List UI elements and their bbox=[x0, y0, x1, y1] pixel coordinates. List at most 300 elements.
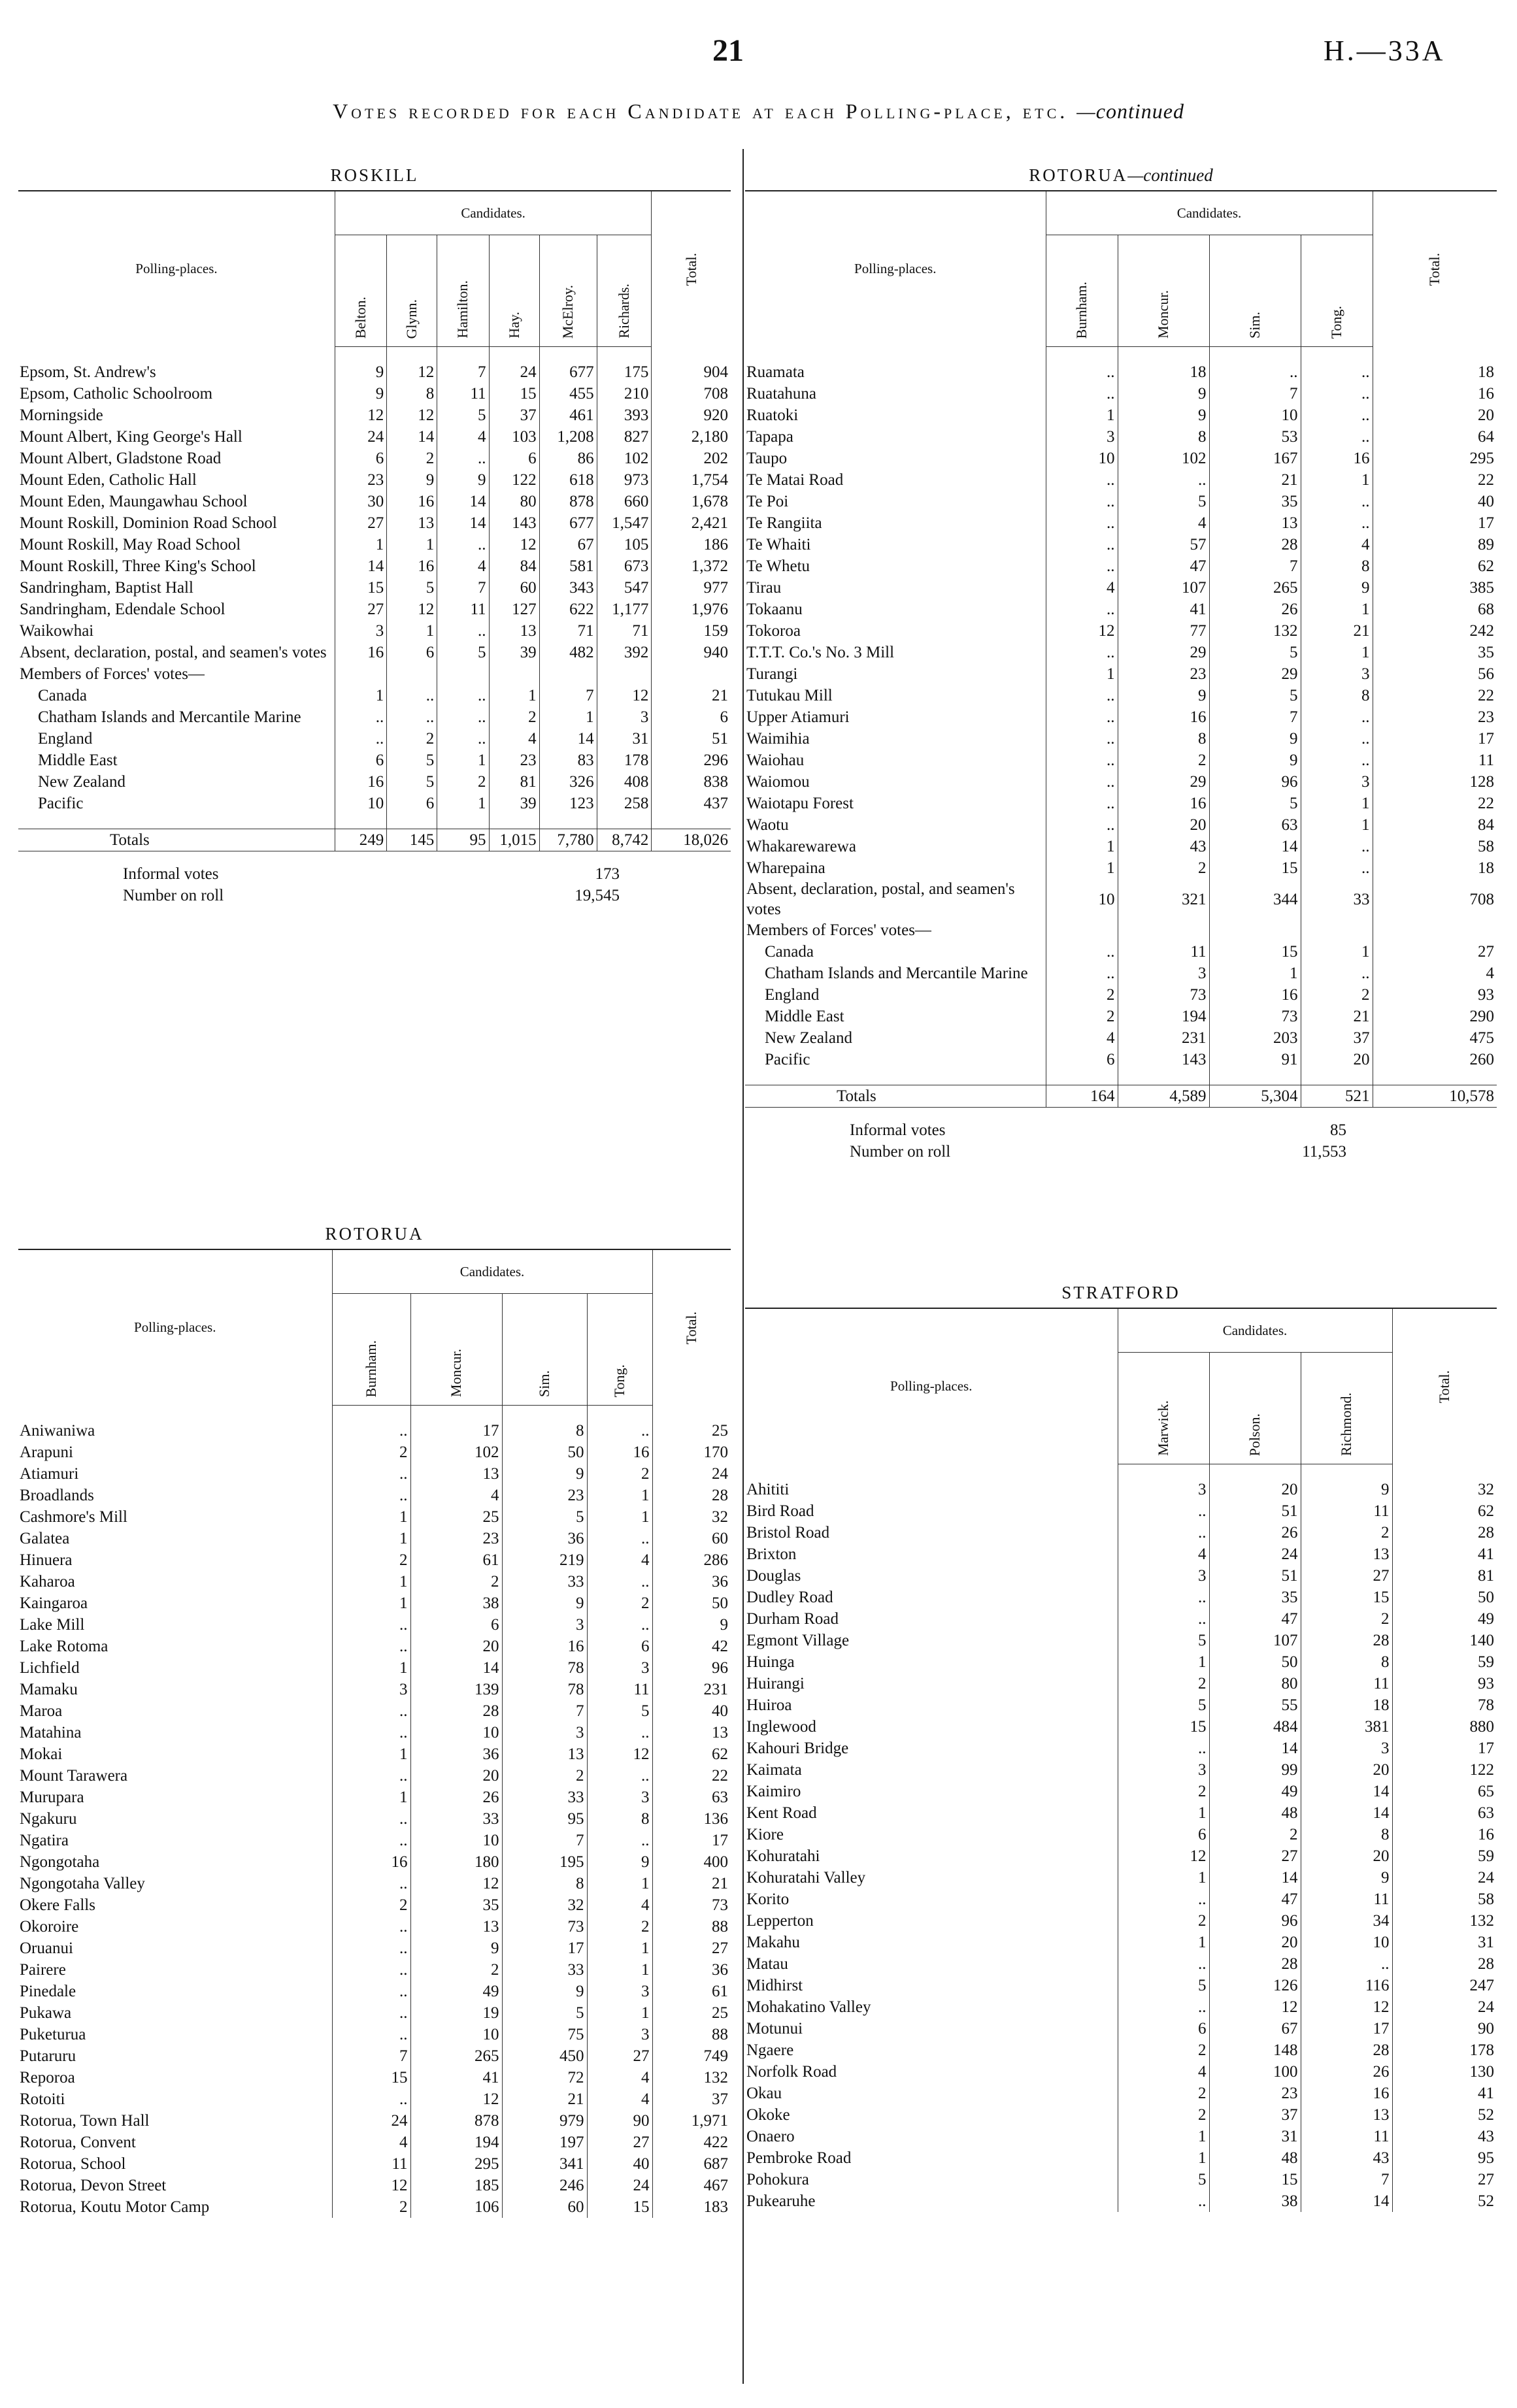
rotorua-polling-place: Maroa bbox=[20, 1702, 63, 1720]
rotorua-continued-polling-place: Canada bbox=[765, 943, 814, 961]
rotorua-informal-label: Informal votes bbox=[850, 1121, 946, 1139]
rotorua-continued-polling-place: Waimihia bbox=[746, 730, 810, 748]
rotorua-continued-vote-cell: 1 bbox=[1046, 836, 1118, 857]
stratford-total-cell: 41 bbox=[1392, 1543, 1497, 1565]
roskill-total-header bbox=[652, 191, 731, 347]
rotorua-continued-vote-cell: 8 bbox=[1118, 728, 1209, 750]
rotorua-roll-row bbox=[745, 1141, 1497, 1163]
rotorua-vote-cell: 8 bbox=[587, 1808, 652, 1830]
rotorua-continued-total-cell: 89 bbox=[1373, 534, 1497, 555]
roskill-vote-cell: 12 bbox=[489, 534, 539, 555]
stratford-vote-cell: .. bbox=[1118, 1996, 1209, 2018]
rotorua-vote-cell: 4 bbox=[332, 2132, 410, 2153]
rotorua-continued-polling-place: Waotu bbox=[746, 816, 789, 834]
rotorua-continued-total-cell: 84 bbox=[1373, 814, 1497, 836]
rotorua-total-cell: 63 bbox=[652, 1787, 731, 1808]
stratford-row bbox=[745, 2147, 1497, 2169]
rotorua-continued-vote-cell: .. bbox=[1046, 642, 1118, 663]
stratford-polling-place: Kohuratahi Valley bbox=[746, 1869, 866, 1887]
rotorua-continued-table bbox=[745, 191, 1497, 1108]
rotorua-vote-cell: 4 bbox=[587, 1894, 652, 1916]
rotorua-spacer-cell bbox=[502, 1406, 587, 1421]
rotorua-continued-total-cell: 27 bbox=[1373, 941, 1497, 963]
stratford-total-cell: 16 bbox=[1392, 1824, 1497, 1845]
rotorua-continued-vote-cell: .. bbox=[1046, 771, 1118, 793]
roskill-row bbox=[18, 750, 731, 771]
rotorua-continued-row bbox=[745, 1049, 1497, 1070]
stratford-vote-cell: 9 bbox=[1301, 1479, 1392, 1500]
stratford-vote-cell: 5 bbox=[1118, 2169, 1209, 2190]
rotorua-vote-cell: .. bbox=[332, 1485, 410, 1506]
stratford-vote-cell: 27 bbox=[1209, 1845, 1301, 1867]
rotorua-total-cell: 9 bbox=[652, 1614, 731, 1636]
stratford-total-cell: 62 bbox=[1392, 1500, 1497, 1522]
rotorua-vote-cell: 102 bbox=[410, 1442, 502, 1463]
roskill-vote-cell: 4 bbox=[437, 426, 489, 448]
rotorua-continued-total-cell: 62 bbox=[1373, 555, 1497, 577]
stratford-spacer-cell bbox=[745, 1464, 1118, 1479]
stratford-vote-cell: 1 bbox=[1118, 2126, 1209, 2147]
rotorua-continued-row bbox=[745, 448, 1497, 469]
rotorua-continued-vote-cell: 9 bbox=[1209, 728, 1301, 750]
roskill-total-cell: 1,754 bbox=[652, 469, 731, 491]
stratford-vote-cell: 1 bbox=[1118, 1651, 1209, 1673]
roskill-total-cell: 977 bbox=[652, 577, 731, 599]
rotorua-vote-cell: 1 bbox=[332, 1743, 410, 1765]
roskill-spacer-cell bbox=[18, 814, 335, 829]
rotorua-continued-totals-label: Totals bbox=[745, 1085, 1046, 1108]
roskill-polling-place: Middle East bbox=[38, 751, 118, 769]
stratford-row bbox=[745, 1565, 1497, 1587]
stratford-row bbox=[745, 2018, 1497, 2039]
rotorua-continued-polling-place: Te Matai Road bbox=[746, 471, 844, 489]
rotorua-continued-row bbox=[745, 1006, 1497, 1027]
roskill-vote-cell: 878 bbox=[539, 491, 597, 512]
rotorua-continued-vote-cell: 16 bbox=[1301, 448, 1373, 469]
stratford-vote-cell: 1 bbox=[1118, 2147, 1209, 2169]
stratford-spacer-cell bbox=[1301, 1464, 1392, 1479]
rotorua-continued-vote-cell: 1 bbox=[1301, 599, 1373, 620]
stratford-vote-cell: .. bbox=[1118, 1953, 1209, 1975]
rotorua-total-cell: 687 bbox=[652, 2153, 731, 2175]
rotorua-continued-polling-place: Tutukau Mill bbox=[746, 687, 833, 704]
rotorua-polling-place: Lichfield bbox=[20, 1659, 80, 1677]
stratford-vote-cell: 80 bbox=[1209, 1673, 1301, 1694]
stratford-vote-cell: 28 bbox=[1301, 2039, 1392, 2061]
roskill-vote-cell: 210 bbox=[597, 383, 652, 404]
stratford-vote-cell: 2 bbox=[1301, 1522, 1392, 1543]
rotorua-vote-cell: 7 bbox=[332, 2045, 410, 2067]
roskill-vote-cell: 455 bbox=[539, 383, 597, 404]
rotorua-vote-cell: .. bbox=[587, 1528, 652, 1549]
roskill-vote-cell: 618 bbox=[539, 469, 597, 491]
stratford-polling-place: Inglewood bbox=[746, 1718, 816, 1736]
rotorua-spacer-cell bbox=[587, 1406, 652, 1421]
roskill-spacer-cell bbox=[652, 347, 731, 362]
stratford-candidate-name: Polson. bbox=[1246, 1413, 1263, 1456]
roskill-informal-row bbox=[18, 863, 731, 885]
rotorua-continued-section bbox=[745, 160, 1497, 1163]
roskill-vote-cell: .. bbox=[437, 620, 489, 642]
rotorua-vote-cell: 2 bbox=[332, 1442, 410, 1463]
rotorua-vote-cell: 3 bbox=[502, 1614, 587, 1636]
rotorua-vote-cell: 3 bbox=[587, 1981, 652, 2002]
roskill-vote-cell: 103 bbox=[489, 426, 539, 448]
rotorua-continued-vote-cell: .. bbox=[1301, 404, 1373, 426]
roskill-polling-place: Pacific bbox=[38, 795, 84, 812]
rotorua-polling-place: Putaruru bbox=[20, 2047, 76, 2065]
rotorua-continued-row bbox=[745, 984, 1497, 1006]
rotorua-row bbox=[18, 2002, 731, 2024]
rotorua-vote-cell: 11 bbox=[587, 1679, 652, 1700]
roskill-polling-place: Morningside bbox=[20, 406, 103, 424]
rotorua-total-cell: 132 bbox=[652, 2067, 731, 2088]
stratford-vote-cell: .. bbox=[1118, 2190, 1209, 2212]
rotorua-polling-place: Pukawa bbox=[20, 2004, 72, 2022]
rotorua-continued-vote-cell: 16 bbox=[1209, 984, 1301, 1006]
stratford-vote-cell: 5 bbox=[1118, 1975, 1209, 1996]
roskill-vote-cell: 12 bbox=[387, 599, 437, 620]
stratford-vote-cell: 2 bbox=[1118, 2104, 1209, 2126]
stratford-vote-cell: 38 bbox=[1209, 2190, 1301, 2212]
rotorua-continued-row bbox=[745, 836, 1497, 857]
roskill-vote-cell: 5 bbox=[387, 771, 437, 793]
stratford-vote-cell: 20 bbox=[1301, 1845, 1392, 1867]
stratford-polling-place: Huinga bbox=[746, 1653, 795, 1671]
rotorua-continued-spacer-cell bbox=[1046, 347, 1118, 362]
roskill-vote-cell: 127 bbox=[489, 599, 539, 620]
rotorua-continued-spacer-cell bbox=[1209, 347, 1301, 362]
rotorua-continued-row bbox=[745, 404, 1497, 426]
rotorua-continued-polling-place: Ruatahuna bbox=[746, 385, 816, 403]
rotorua-continued-vote-cell: 37 bbox=[1301, 1027, 1373, 1049]
rotorua-polling-place: Ngatira bbox=[20, 1832, 69, 1849]
rotorua-row bbox=[18, 2153, 731, 2175]
roskill-vote-cell: 677 bbox=[539, 361, 597, 383]
rotorua-continued-candidate-header bbox=[1118, 235, 1209, 347]
roskill-vote-cell: 5 bbox=[387, 750, 437, 771]
rotorua-continued-vote-cell: .. bbox=[1301, 857, 1373, 879]
stratford-vote-cell: 14 bbox=[1209, 1738, 1301, 1759]
stratford-vote-cell: 2 bbox=[1118, 1910, 1209, 1932]
stratford-vote-cell: 1 bbox=[1118, 1802, 1209, 1824]
rotorua-row bbox=[18, 1571, 731, 1592]
stratford-row bbox=[745, 1651, 1497, 1673]
stratford-total-cell: 43 bbox=[1392, 2126, 1497, 2147]
roskill-vote-cell: 1 bbox=[437, 750, 489, 771]
rotorua-row bbox=[18, 1420, 731, 1442]
roskill-row bbox=[18, 793, 731, 814]
rotorua-vote-cell: 13 bbox=[410, 1463, 502, 1485]
rotorua-row bbox=[18, 1851, 731, 1873]
rotorua-vote-cell: 73 bbox=[502, 1916, 587, 1938]
rotorua-continued-vote-cell: .. bbox=[1046, 728, 1118, 750]
roskill-polling-place: England bbox=[38, 730, 93, 748]
roskill-summary bbox=[18, 863, 731, 906]
rotorua-row bbox=[18, 2175, 731, 2196]
rotorua-polling-place: Rotorua, School bbox=[20, 2155, 126, 2173]
stratford-polling-place: Huirangi bbox=[746, 1675, 805, 1692]
rotorua-vote-cell: 2 bbox=[410, 1959, 502, 1981]
rotorua-roll-label: Number on roll bbox=[850, 1143, 951, 1161]
rotorua-continued-row bbox=[745, 1027, 1497, 1049]
roskill-candidate-header bbox=[437, 235, 489, 347]
stratford-total-label: Total. bbox=[1436, 1370, 1453, 1403]
roskill-vote-cell: 81 bbox=[489, 771, 539, 793]
stratford-vote-cell: 99 bbox=[1209, 1759, 1301, 1781]
stratford-vote-cell: .. bbox=[1118, 1522, 1209, 1543]
rotorua-vote-cell: 15 bbox=[332, 2067, 410, 2088]
roskill-row bbox=[18, 426, 731, 448]
rotorua-vote-cell: 78 bbox=[502, 1679, 587, 1700]
roskill-row bbox=[18, 685, 731, 706]
rotorua-candidate-header bbox=[332, 1294, 410, 1406]
page-title-suffix: —continued bbox=[1076, 99, 1184, 123]
stratford-row bbox=[745, 1716, 1497, 1738]
rotorua-continued-vote-cell: 6 bbox=[1046, 1049, 1118, 1070]
rotorua-total-cell: 21 bbox=[652, 1873, 731, 1894]
roskill-vote-cell: 1,177 bbox=[597, 599, 652, 620]
stratford-vote-cell: 14 bbox=[1301, 2190, 1392, 2212]
roskill-spacer-cell bbox=[437, 347, 489, 362]
rotorua-vote-cell: .. bbox=[587, 1420, 652, 1442]
stratford-polling-places-header: Polling-places. bbox=[890, 1378, 973, 1394]
stratford-vote-cell: 381 bbox=[1301, 1716, 1392, 1738]
rotorua-continued-spacer-cell bbox=[1301, 347, 1373, 362]
rotorua-continued-vote-cell: 20 bbox=[1118, 814, 1209, 836]
roskill-total-cell: 159 bbox=[652, 620, 731, 642]
rotorua-continued-polling-place: T.T.T. Co.'s No. 3 Mill bbox=[746, 644, 895, 661]
rotorua-polling-place: Lake Rotoma bbox=[20, 1638, 108, 1655]
stratford-polling-place: Ahititi bbox=[746, 1481, 790, 1498]
rotorua-polling-place: Okoroire bbox=[20, 1918, 79, 1936]
stratford-total-cell: 59 bbox=[1392, 1651, 1497, 1673]
rotorua-vote-cell: 1 bbox=[587, 1506, 652, 1528]
roskill-polling-place: Absent, declaration, postal, and seamen's votes bbox=[20, 644, 327, 661]
rotorua-total-cell: 60 bbox=[652, 1528, 731, 1549]
rotorua-continued-polling-place: Wharepaina bbox=[746, 859, 825, 877]
rotorua-continued-vote-cell: 4 bbox=[1046, 577, 1118, 599]
rotorua-continued-row bbox=[745, 706, 1497, 728]
rotorua-vote-cell: 16 bbox=[502, 1636, 587, 1657]
rotorua-vote-cell: 5 bbox=[587, 1700, 652, 1722]
stratford-candidate-name: Marwick. bbox=[1155, 1400, 1171, 1456]
rotorua-continued-vote-cell: .. bbox=[1046, 963, 1118, 984]
roskill-vote-cell: 175 bbox=[597, 361, 652, 383]
rotorua-continued-vote-cell: 18 bbox=[1118, 361, 1209, 383]
rotorua-continued-vote-cell: .. bbox=[1301, 512, 1373, 534]
rotorua-continued-vote-cell: .. bbox=[1118, 469, 1209, 491]
stratford-vote-cell: 26 bbox=[1209, 1522, 1301, 1543]
rotorua-continued-vote-cell: 7 bbox=[1209, 555, 1301, 577]
rotorua-vote-cell: 17 bbox=[410, 1420, 502, 1442]
stratford-total-cell: 32 bbox=[1392, 1479, 1497, 1500]
rotorua-row bbox=[18, 1722, 731, 1743]
rotorua-row bbox=[18, 1614, 731, 1636]
rotorua-continued-vote-cell: 21 bbox=[1209, 469, 1301, 491]
roskill-vote-cell: 6 bbox=[335, 750, 386, 771]
stratford-section bbox=[745, 1278, 1497, 2212]
roskill-vote-cell: 7 bbox=[539, 685, 597, 706]
roskill-candidate-total: 7,780 bbox=[539, 829, 597, 851]
rotorua-vote-cell: 75 bbox=[502, 2024, 587, 2045]
rotorua-continued-vote-cell: 321 bbox=[1118, 879, 1209, 919]
rotorua-continued-vote-cell bbox=[1301, 919, 1373, 941]
roskill-vote-cell: 12 bbox=[387, 404, 437, 426]
stratford-total-cell: 78 bbox=[1392, 1694, 1497, 1716]
stratford-vote-cell: 4 bbox=[1118, 2061, 1209, 2083]
roskill-spacer-cell bbox=[539, 814, 597, 829]
rotorua-continued-row bbox=[745, 555, 1497, 577]
roskill-total-cell: 940 bbox=[652, 642, 731, 663]
rotorua-continued-vote-cell: 2 bbox=[1301, 984, 1373, 1006]
roskill-vote-cell: 1,208 bbox=[539, 426, 597, 448]
stratford-polling-place: Kahouri Bridge bbox=[746, 1740, 849, 1757]
rotorua-continued-row bbox=[745, 383, 1497, 404]
stratford-title: STRATFORD bbox=[1061, 1283, 1180, 1302]
rotorua-vote-cell: 4 bbox=[410, 1485, 502, 1506]
roskill-total-cell: 296 bbox=[652, 750, 731, 771]
rotorua-vote-cell: .. bbox=[332, 2024, 410, 2045]
stratford-row bbox=[745, 1759, 1497, 1781]
rotorua-row bbox=[18, 1463, 731, 1485]
roskill-vote-cell: 461 bbox=[539, 404, 597, 426]
stratford-vote-cell: 1 bbox=[1118, 1932, 1209, 1953]
roskill-row bbox=[18, 512, 731, 534]
roskill-vote-cell: 1 bbox=[539, 706, 597, 728]
rotorua-spacer-row bbox=[18, 1406, 731, 1421]
rotorua-total-cell: 25 bbox=[652, 2002, 731, 2024]
stratford-vote-cell: 6 bbox=[1118, 2018, 1209, 2039]
stratford-vote-cell: 6 bbox=[1118, 1824, 1209, 1845]
rotorua-continued-polling-place: Upper Atiamuri bbox=[746, 708, 850, 726]
roskill-vote-cell: 143 bbox=[489, 512, 539, 534]
rotorua-vote-cell: 10 bbox=[410, 1830, 502, 1851]
roskill-total-cell: 21 bbox=[652, 685, 731, 706]
rotorua-vote-cell: 9 bbox=[587, 1851, 652, 1873]
rotorua-continued-row bbox=[745, 620, 1497, 642]
rotorua-continued-row bbox=[745, 491, 1497, 512]
rotorua-continued-vote-cell: 91 bbox=[1209, 1049, 1301, 1070]
rotorua-row bbox=[18, 1700, 731, 1722]
rotorua-row bbox=[18, 1743, 731, 1765]
stratford-vote-cell: 15 bbox=[1118, 1716, 1209, 1738]
rotorua-polling-place: Oruanui bbox=[20, 1939, 73, 1957]
rotorua-vote-cell: 33 bbox=[502, 1959, 587, 1981]
rotorua-spacer-cell bbox=[652, 1406, 731, 1421]
rotorua-vote-cell: 1 bbox=[587, 1873, 652, 1894]
rotorua-continued-vote-cell: 10 bbox=[1209, 404, 1301, 426]
rotorua-vote-cell: 10 bbox=[410, 2024, 502, 2045]
stratford-vote-cell: 2 bbox=[1118, 1673, 1209, 1694]
rotorua-total-cell: 50 bbox=[652, 1592, 731, 1614]
rotorua-total-cell: 136 bbox=[652, 1808, 731, 1830]
rotorua-polling-place: Kaingaroa bbox=[20, 1594, 88, 1612]
stratford-vote-cell: 13 bbox=[1301, 2104, 1392, 2126]
rotorua-continued-row bbox=[745, 469, 1497, 491]
rotorua-vote-cell: 5 bbox=[502, 1506, 587, 1528]
stratford-total-cell: 27 bbox=[1392, 2169, 1497, 2190]
rotorua-continued-vote-cell: 77 bbox=[1118, 620, 1209, 642]
rotorua-polling-place: Okere Falls bbox=[20, 1896, 95, 1914]
rotorua-continued-total-header bbox=[1373, 191, 1497, 347]
rotorua-continued-vote-cell: 96 bbox=[1209, 771, 1301, 793]
rotorua-total-cell: 62 bbox=[652, 1743, 731, 1765]
roskill-vote-cell: 27 bbox=[335, 512, 386, 534]
stratford-polling-place: Matau bbox=[746, 1955, 788, 1973]
rotorua-continued-vote-cell bbox=[1046, 919, 1118, 941]
rotorua-continued-polling-place: Tokoroa bbox=[746, 622, 801, 640]
rotorua-total-cell: 13 bbox=[652, 1722, 731, 1743]
roskill-polling-place: Mount Eden, Maungawhau School bbox=[20, 493, 248, 510]
stratford-vote-cell: .. bbox=[1118, 1608, 1209, 1630]
stratford-vote-cell: 12 bbox=[1209, 1996, 1301, 2018]
rotorua-total-cell: 73 bbox=[652, 1894, 731, 1916]
rotorua-continued-vote-cell: 9 bbox=[1301, 577, 1373, 599]
roskill-vote-cell: .. bbox=[335, 706, 386, 728]
rotorua-candidate-name: Sim. bbox=[536, 1370, 552, 1397]
rotorua-continued-vote-cell: .. bbox=[1301, 491, 1373, 512]
rotorua-total-cell: 25 bbox=[652, 1420, 731, 1442]
rotorua-total-cell: 183 bbox=[652, 2196, 731, 2218]
document-reference: H.—33A bbox=[1324, 35, 1446, 67]
rotorua-polling-place: Pinedale bbox=[20, 1983, 76, 2000]
stratford-vote-cell: 5 bbox=[1118, 1630, 1209, 1651]
rotorua-continued-candidate-name: Sim. bbox=[1246, 312, 1263, 338]
rotorua-section bbox=[18, 1219, 731, 2218]
stratford-polling-place: Pukearuhe bbox=[746, 2192, 816, 2210]
rotorua-continued-row bbox=[745, 534, 1497, 555]
stratford-row bbox=[745, 1953, 1497, 1975]
rotorua-vote-cell: .. bbox=[332, 1636, 410, 1657]
stratford-total-cell: 52 bbox=[1392, 2190, 1497, 2212]
stratford-vote-cell: 48 bbox=[1209, 2147, 1301, 2169]
stratford-vote-cell: 8 bbox=[1301, 1651, 1392, 1673]
rotorua-continued-vote-cell: 5 bbox=[1209, 642, 1301, 663]
roskill-vote-cell: .. bbox=[387, 706, 437, 728]
stratford-polling-place: Douglas bbox=[746, 1567, 801, 1585]
roskill-vote-cell: 3 bbox=[335, 620, 386, 642]
rotorua-continued-polling-place: Waiomou bbox=[746, 773, 810, 791]
rotorua-vote-cell: .. bbox=[332, 1916, 410, 1938]
rotorua-continued-polling-place: Pacific bbox=[765, 1051, 810, 1068]
stratford-vote-cell: 2 bbox=[1301, 1608, 1392, 1630]
page-title-text: Votes recorded for each Candidate at each Polling-place, etc. bbox=[333, 99, 1069, 123]
roskill-vote-cell: 14 bbox=[437, 491, 489, 512]
stratford-row bbox=[745, 1781, 1497, 1802]
roskill-total-cell: 186 bbox=[652, 534, 731, 555]
rotorua-vote-cell: .. bbox=[587, 1614, 652, 1636]
roskill-vote-cell: 2 bbox=[489, 706, 539, 728]
roskill-total-cell: 6 bbox=[652, 706, 731, 728]
roskill-row bbox=[18, 469, 731, 491]
rotorua-vote-cell: 4 bbox=[587, 2067, 652, 2088]
rotorua-vote-cell: 23 bbox=[410, 1528, 502, 1549]
roskill-vote-cell: 2 bbox=[437, 771, 489, 793]
rotorua-row bbox=[18, 1938, 731, 1959]
rotorua-vote-cell: 12 bbox=[410, 2088, 502, 2110]
rotorua-continued-total-cell: 475 bbox=[1373, 1027, 1497, 1049]
roskill-vote-cell: 23 bbox=[489, 750, 539, 771]
stratford-row bbox=[745, 1479, 1497, 1500]
stratford-candidate-header bbox=[1301, 1353, 1392, 1464]
stratford-polling-place: Okoke bbox=[746, 2106, 790, 2124]
rotorua-continued-candidate-total: 5,304 bbox=[1209, 1085, 1301, 1108]
rotorua-vote-cell: 5 bbox=[502, 2002, 587, 2024]
roskill-total-cell: 1,678 bbox=[652, 491, 731, 512]
stratford-row bbox=[745, 1932, 1497, 1953]
rotorua-total-cell: 1,971 bbox=[652, 2110, 731, 2132]
